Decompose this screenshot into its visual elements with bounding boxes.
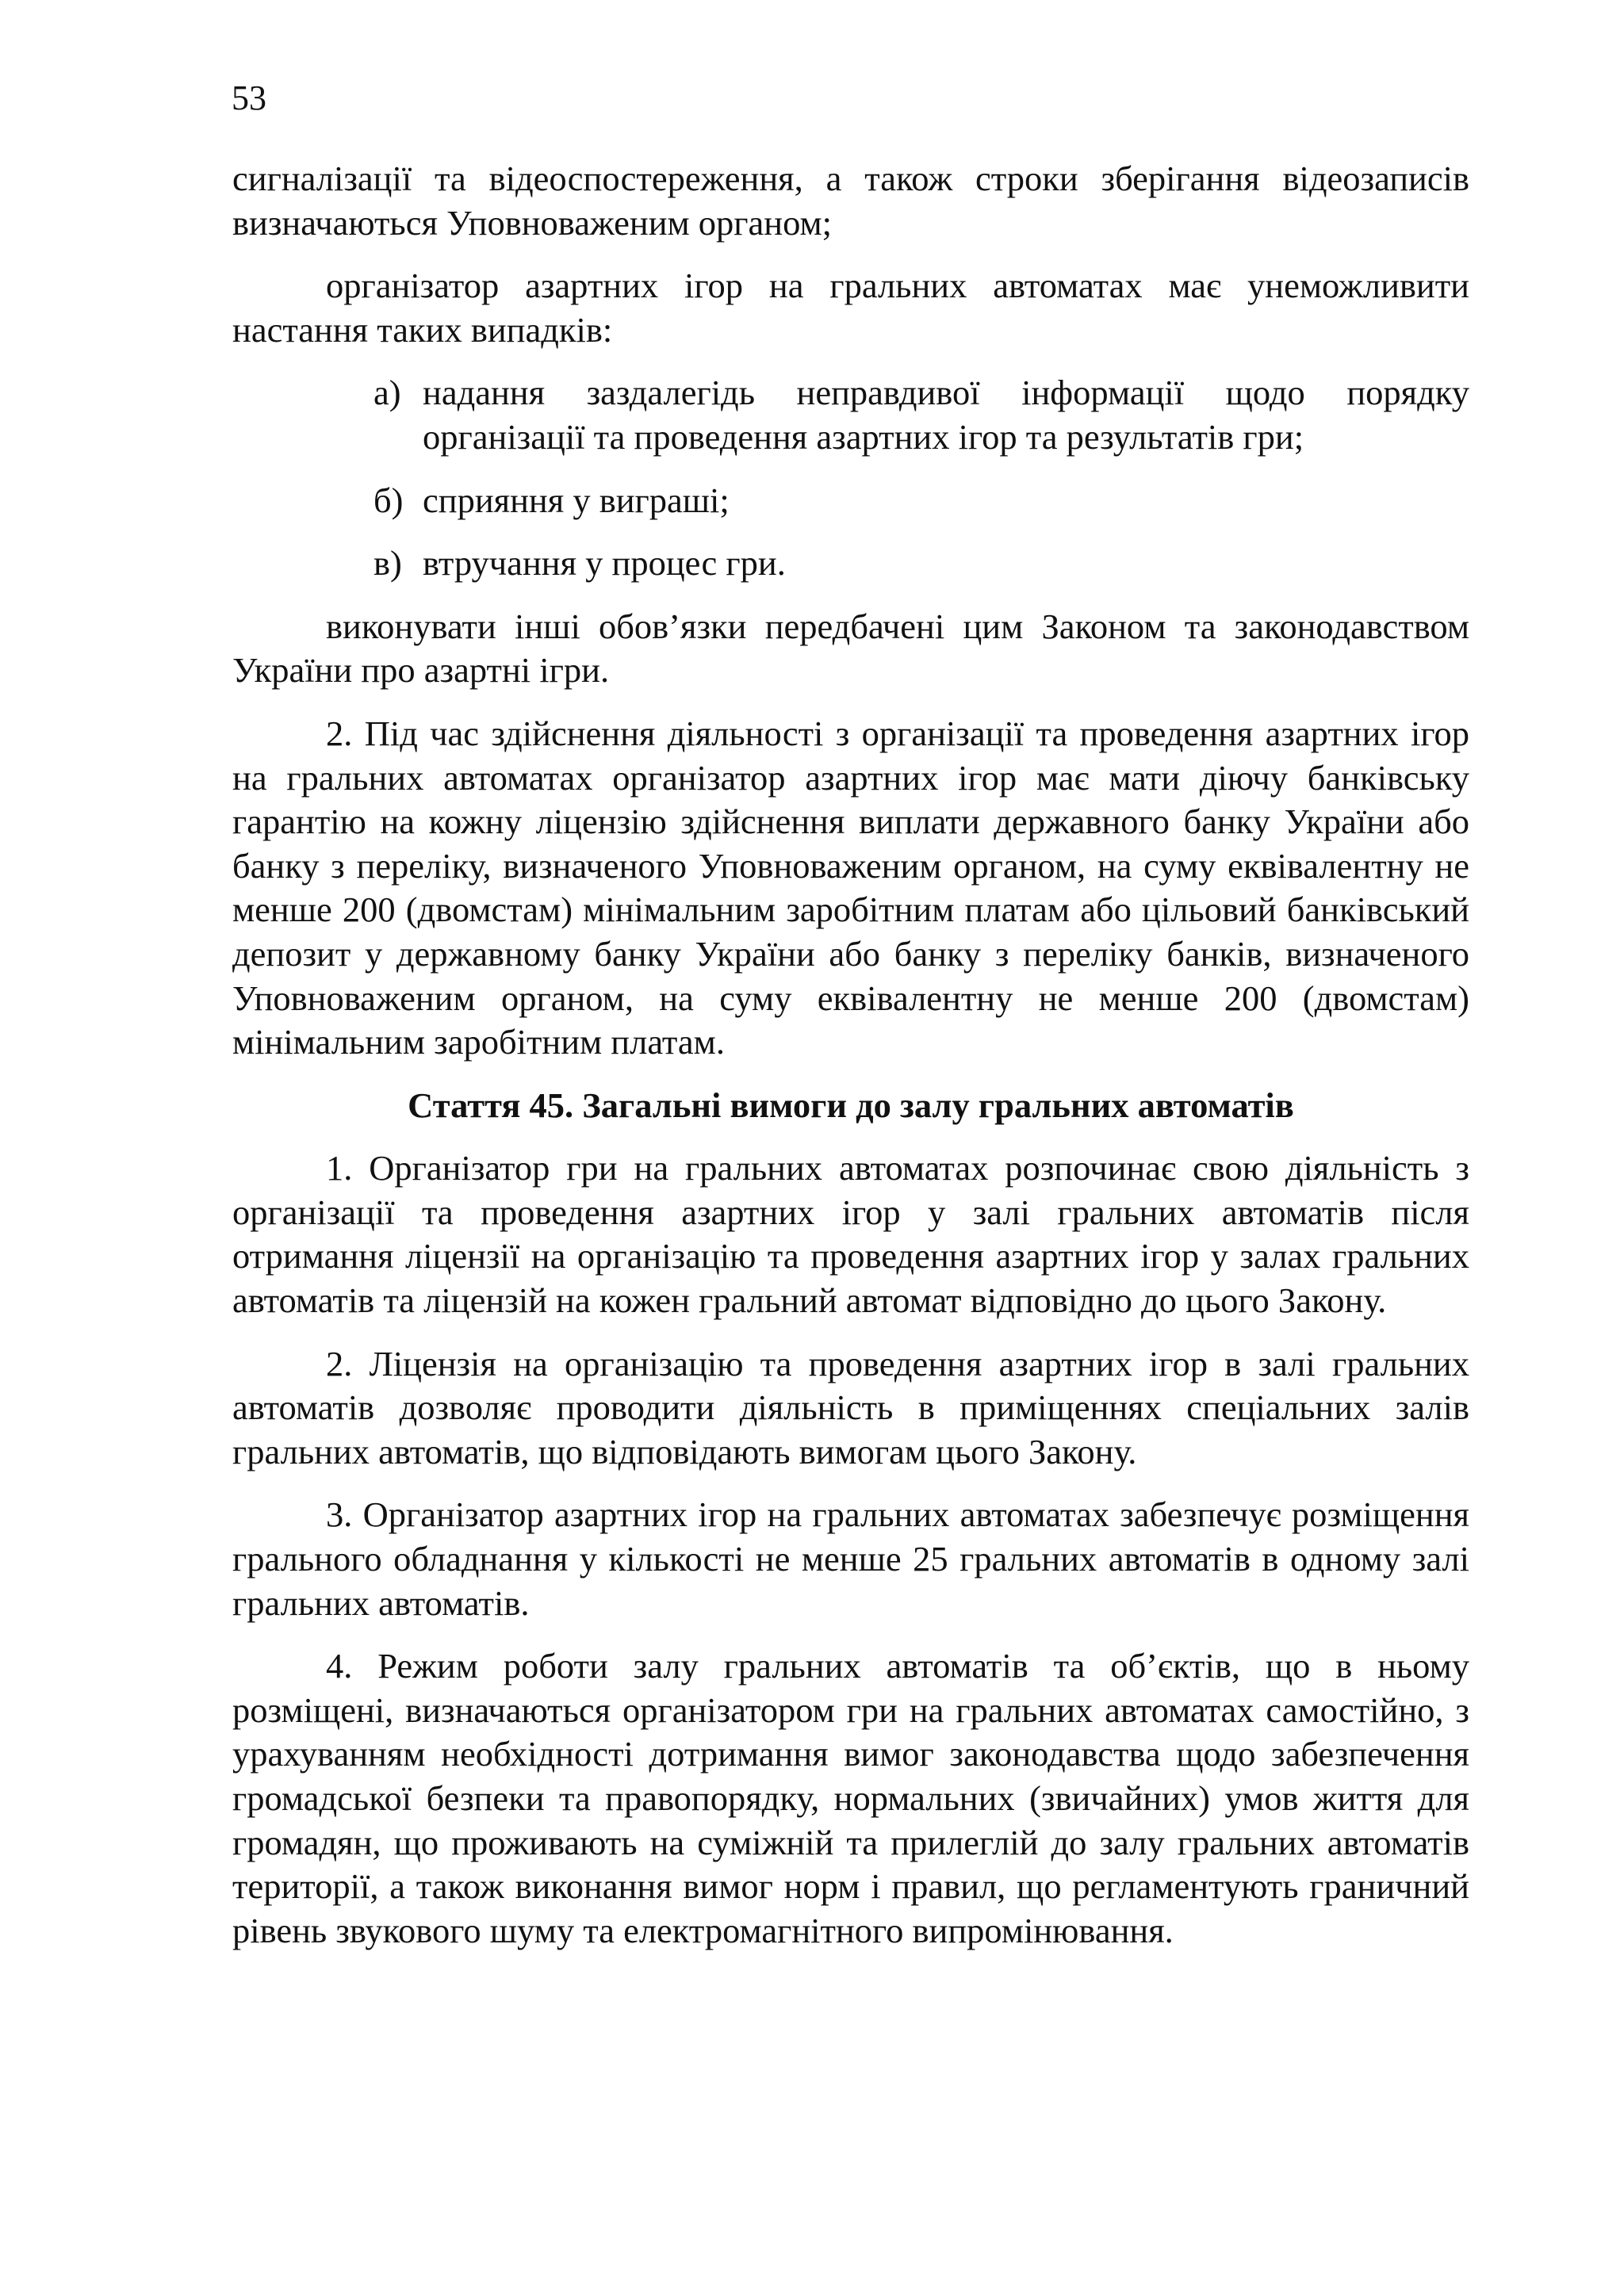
document-body: [232, 157, 1469, 1972]
article-paragraph: 1. Організатор гри на гральних автоматах розпочинає свою діяльність з організації та проведення азартних ігор у залі гральних автоматів після отримання ліцензії на організацію та проведення азартних ігор у залах гральних автоматів та ліцензій на кожен гральний автомат відповідно до цього Закону.: [232, 1148, 1469, 1321]
article-heading: Стаття 45. Загальні вимоги до залу гральних автоматів: [408, 1085, 1294, 1125]
page-number: 53: [232, 78, 266, 117]
list-marker: в): [373, 543, 402, 584]
list-item-text: втручання у процес гри.: [423, 543, 786, 584]
article-paragraph: 3. Організатор азартних ігор на гральних автоматах забезпечує розміщення грального обладнання у кількості не менше 25 гральних автоматів в одному залі гральних автоматів.: [232, 1494, 1469, 1623]
list-item: [232, 371, 1469, 459]
list-marker: б): [373, 480, 404, 520]
list-item-text: надання заздалегідь неправдивої інформації щодо порядку організації та проведення азартних ігор та результатів гри;: [423, 373, 1469, 457]
cases-list: [232, 371, 1469, 585]
paragraph-other-duties: виконувати інші обов’язки передбачені цим Законом та законодавством України про азартні ігри.: [232, 606, 1469, 691]
list-item-text: сприяння у виграші;: [423, 480, 730, 520]
list-item: [232, 541, 1469, 586]
paragraph-continuation: сигналізації та відеоспостереження, а також строки зберігання відеозаписів визначаються Уповноваженим органом;: [232, 159, 1469, 243]
paragraph-bank-guarantee: 2. Під час здійснення діяльності з організації та проведення азартних ігор на гральних автоматах організатор азартних ігор має мати діючу банківську гарантію на кожну ліцензію здійснення виплати державного банку України або банку з переліку, визначеного Уповноваженим органом, на суму еквівалентну не менше 200 (двомстам) мінімальним заробітним платам або цільовий банківський депозит у державному банку України або банку з переліку банків, визначеного Уповноваженим органом, на суму еквівалентну не менше 200 (двомстам) мінімальним заробітним платам.: [232, 713, 1469, 1062]
paragraph-organizer-duty: організатор азартних ігор на гральних автоматах має унеможливити настання таких випадків:: [232, 266, 1469, 350]
list-item: [232, 479, 1469, 523]
article-paragraph: 2. Ліцензія на організацію та проведення азартних ігор в залі гральних автоматів дозволяє проводити діяльність в приміщеннях спеціальних залів гральних автоматів, що відповідають вимогам цього Закону.: [232, 1343, 1469, 1471]
list-marker: а): [373, 373, 401, 413]
article-paragraph: 4. Режим роботи залу гральних автоматів та об’єктів, що в ньому розміщені, визначаються організатором гри на гральних автоматах самостійно, з урахуванням необхідності дотримання вимог законодавства щодо забезпечення громадської безпеки та правопорядку, нормальних (звичайних) умов життя для громадян, що проживають на суміжній та прилеглій до залу гральних автоматів території, а також виконання вимог норм і правил, що регламентують граничний рівень звукового шуму та електромагнітного випромінювання.: [232, 1646, 1469, 1950]
